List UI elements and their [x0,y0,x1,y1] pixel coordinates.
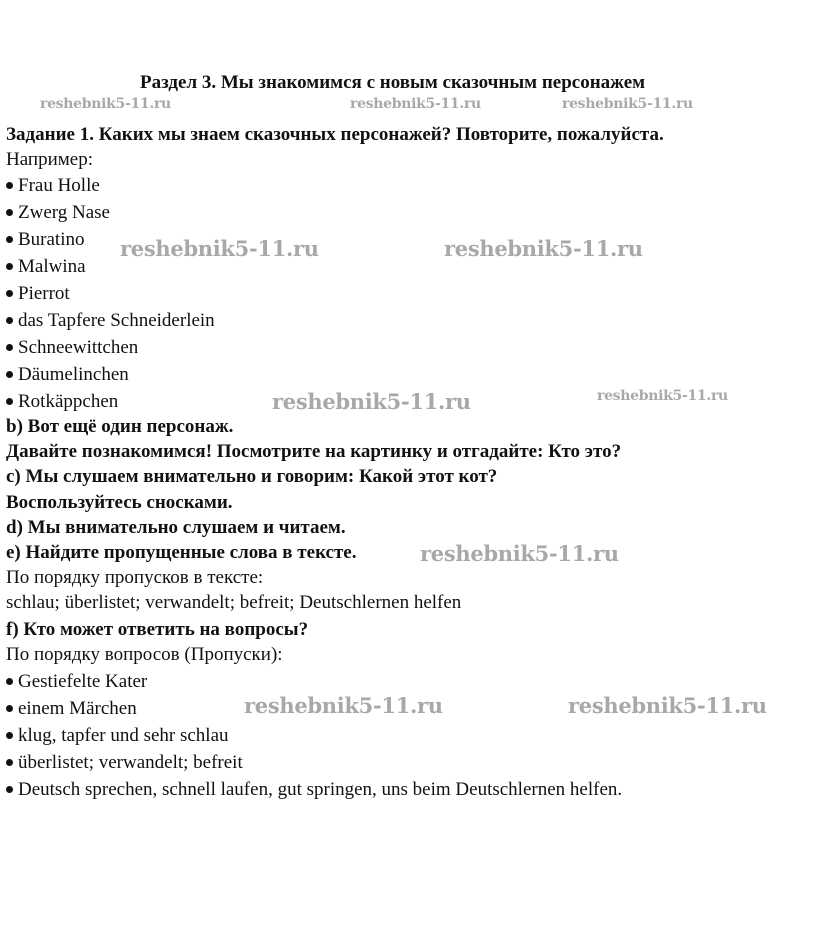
list-item: Däumelinchen [4,364,129,386]
list-item: einem Märchen [4,698,137,720]
watermark: reshebnik5-11.ru [420,541,619,566]
list-item: Gestiefelte Kater [4,671,147,693]
watermark: reshebnik5-11.ru [40,96,171,112]
list-item: Rotkäppchen [4,391,118,413]
part-f-order-label: По порядку вопросов (Пропуски): [6,644,283,665]
list-item: das Tapfere Schneiderlein [4,310,215,332]
bullet-icon [6,705,13,712]
bullet-icon [6,236,13,243]
list-item: Deutsch sprechen, schnell laufen, gut springen, uns beim Deutschlernen helfen. [4,779,622,801]
bullet-icon [6,759,13,766]
bullet-icon [6,678,13,685]
list-item: Schneewittchen [4,337,138,359]
bullet-icon [6,209,13,216]
watermark: reshebnik5-11.ru [350,96,481,112]
task1-example-label: Например: [6,149,93,170]
bullet-icon [6,290,13,297]
bullet-icon [6,263,13,270]
list-item: klug, tapfer und sehr schlau [4,725,229,747]
part-e-answer: schlau; überlistet; verwandelt; befreit; Deutschlernen helfen [6,592,462,613]
part-e-order-label: По порядку пропусков в тексте: [6,567,264,588]
part-d-line1: d) Мы внимательно слушаем и читаем. [6,517,346,538]
bullet-icon [6,344,13,351]
list-item: Frau Holle [4,175,100,197]
list-item: Malwina [4,256,86,278]
part-b-line2: Давайте познакомимся! Посмотрите на картинку и отгадайте: Кто это? [6,441,622,462]
part-c-line1: c) Мы слушаем внимательно и говорим: Какой этот кот? [6,466,498,487]
list-item: Zwerg Nase [4,202,110,224]
list-item: Buratino [4,229,85,251]
list-item: Pierrot [4,283,70,305]
bullet-icon [6,398,13,405]
bullet-icon [6,732,13,739]
watermark: reshebnik5-11.ru [444,236,643,261]
bullet-icon [6,182,13,189]
part-f-heading: f) Кто может ответить на вопросы? [6,619,309,640]
watermark: reshebnik5-11.ru [272,389,471,414]
part-b-line1: b) Вот ещё один персонаж. [6,416,234,437]
bullet-icon [6,786,13,793]
watermark: reshebnik5-11.ru [562,96,693,112]
part-c-line2: Воспользуйтесь сносками. [6,492,233,513]
watermark: reshebnik5-11.ru [244,693,443,718]
list-item: überlistet; verwandelt; befreit [4,752,243,774]
watermark: reshebnik5-11.ru [568,693,767,718]
page-title: Раздел 3. Мы знакомимся с новым сказочным персонажем [140,72,646,93]
watermark: reshebnik5-11.ru [597,388,728,404]
part-e-heading: e) Найдите пропущенные слова в тексте. [6,542,357,563]
watermark: reshebnik5-11.ru [120,236,319,261]
bullet-icon [6,317,13,324]
bullet-icon [6,371,13,378]
task1-heading: Задание 1. Каких мы знаем сказочных персонажей? Повторите, пожалуйста. [6,124,664,145]
